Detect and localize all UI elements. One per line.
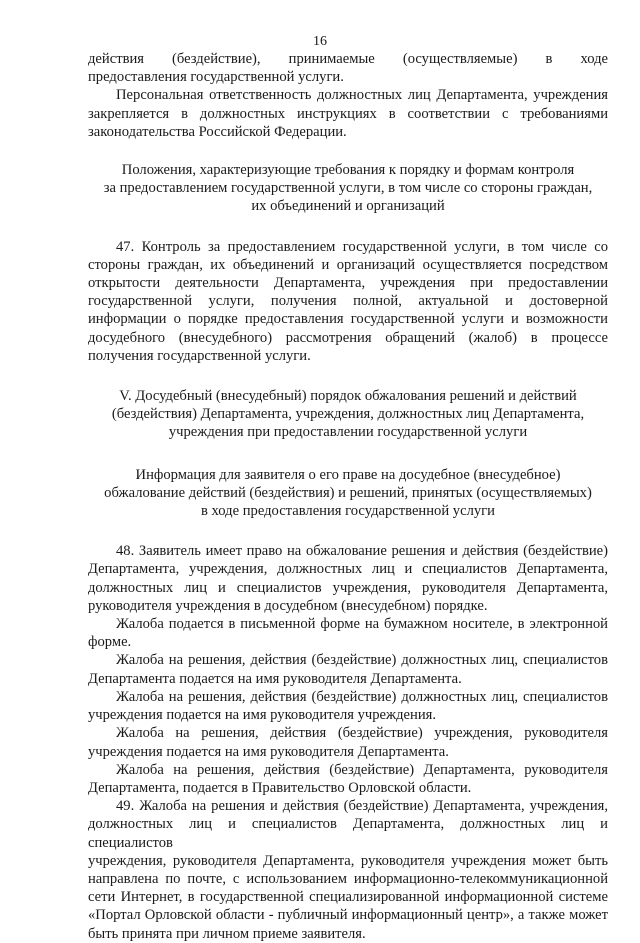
paragraph-47 [88,238,608,365]
paragraph-48-institution-head [88,724,608,760]
heading-line: Информация для заявителя о его праве на досудебное (внесудебное) [135,466,561,483]
text-line: должностных лиц и специалистов учреждения, руководителя Департамента, [88,579,608,596]
text-line: «Портал Орловской области - публичный информационный центр», а также может [88,907,608,924]
text-line: Персональная ответственность должностных лиц Департамента, учреждения [116,87,608,104]
text-line: информации о порядке предоставления государственной услуги и возможности [88,311,608,328]
text-line: форме. [88,634,132,651]
text-line: должностных лиц и специалистов Департамента, должностных лиц и специалистов [88,816,608,851]
paragraph-48-department-staff [88,651,608,687]
page-number: 16 [313,34,327,49]
text-line: Жалоба на решения, действия (бездействие) Департамента, руководителя [116,761,608,778]
paragraph-responsibility [88,86,608,141]
text-line: досудебного (внесудебного) рассмотрения обращений (жалоб) в процессе [88,329,608,346]
section-heading-control [88,161,608,216]
text-line: законодательства Российской Федерации. [88,123,347,140]
section-heading-v [88,387,608,442]
subsection-heading-info [88,466,608,521]
heading-line: (бездействия) Департамента, учреждения, должностных лиц Департамента, [111,406,585,423]
text-line: учреждения, руководителя Департамента, руководителя учреждения может быть [88,852,608,869]
heading-line: V. Досудебный (внесудебный) порядок обжалования решений и действий [119,388,577,405]
text-line: быть принята при личном приеме заявителя. [88,925,366,942]
text-line: руководителя учреждения в досудебном (внесудебном) порядке. [88,597,488,614]
text-line: Департамента подается на имя руководителя Департамента. [88,670,462,687]
text-line: получения государственной услуги. [88,347,311,364]
heading-line: Положения, характеризующие требования к порядку и формам контроля [121,162,575,179]
text-line: государственной услуги, получения полной, актуальной и достоверной [88,293,608,310]
text-line: закрепляется в должностных инструкциях в соответствии с требованиями [88,105,608,122]
document-body [88,50,608,943]
paragraph-48-department-head [88,761,608,797]
text-line: учреждения подается на имя руководителя Департамента. [88,743,449,760]
text-line: 47. Контроль за предоставлением государственной услуги, в том числе со [116,238,608,255]
text-line: стороны граждан, их объединений и организаций осуществляется посредством [88,256,608,273]
text-line: действия (бездействие), принимаемые (осуществляемые) в ходе [88,51,608,67]
text-line: Департамента, учреждения, должностных лиц и специалистов Департамента, [88,561,608,578]
text-line: 48. Заявитель имеет право на обжалование решения и действия (бездействие) [116,543,608,560]
text-line: Жалоба подается в письменной форме на бумажном носителе, в электронной [116,616,608,633]
text-line: 49. Жалоба на решения и действия (бездействие) Департамента, учреждения, [116,798,608,815]
paragraph-continuation [88,50,608,86]
text-line: открытости деятельности Департамента, учреждения при предоставлении [88,275,608,292]
heading-line: за предоставлением государственной услуги, в том числе со стороны граждан, [103,180,593,197]
paragraph-48-institution-staff [88,688,608,724]
text-line: направлена по почте, с использованием информационно-телекоммуникационной [88,870,608,887]
paragraph-48 [88,542,608,615]
text-line: Жалоба на решения, действия (бездействие) учреждения, руководителя [116,725,608,742]
text-line: сети Интернет, в государственной специализированной информационной системе [88,889,608,906]
text-line: учреждения подается на имя руководителя учреждения. [88,707,437,724]
heading-line: в ходе предоставления государственной услуги [201,503,495,520]
text-line: Департамента, подается в Правительство Орловской области. [88,779,472,796]
text-line: Жалоба на решения, действия (бездействие) должностных лиц, специалистов [116,652,608,669]
text-line: предоставления государственной услуги. [88,69,344,86]
text-line: Жалоба на решения, действия (бездействие) должностных лиц, специалистов [116,688,608,705]
paragraph-49 [88,797,608,943]
heading-line: учреждения при предоставлении государственной услуги [168,424,528,441]
heading-line: их объединений и организаций [251,198,445,215]
paragraph-48-form [88,615,608,651]
heading-line: обжалование действий (бездействия) и решений, принятых (осуществляемых) [104,484,592,501]
